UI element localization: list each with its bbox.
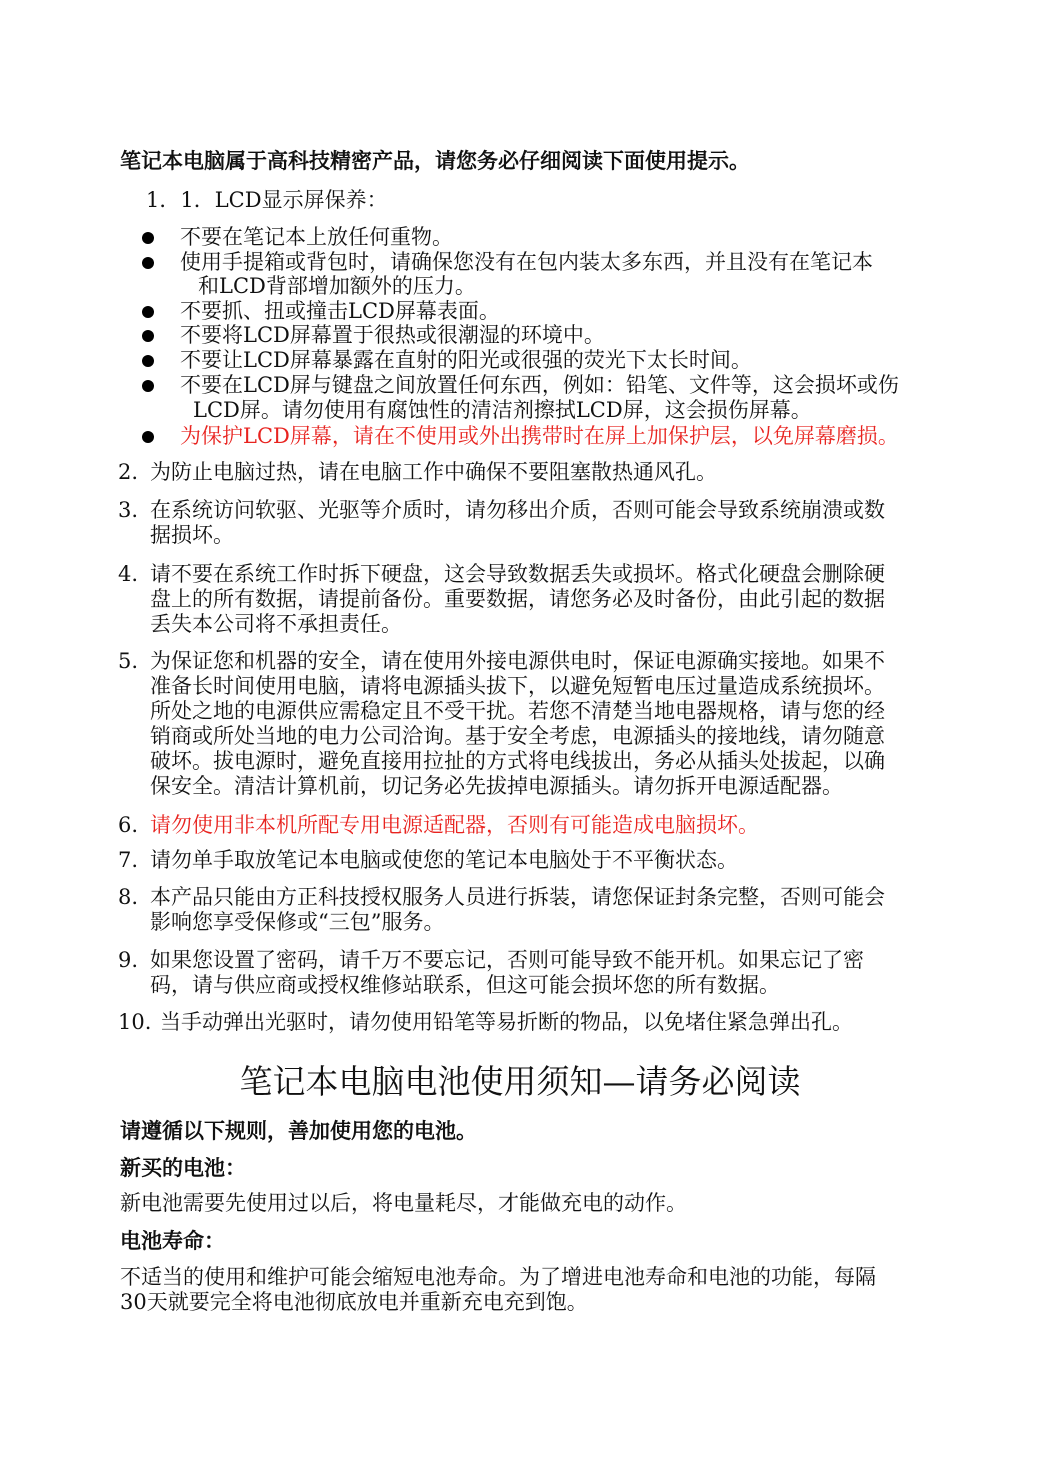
- section-title-lcd: 1．1．LCD显示屏保养：: [146, 188, 388, 212]
- item-text: 所处之地的电源供应需稳定且不受干扰。若您不清楚当地电器规格，请与您的经: [150, 699, 885, 723]
- item-text: 为保证您和机器的安全，请在使用外接电源供电时，保证电源确实接地。如果不: [150, 649, 885, 673]
- item-number: 4.: [118, 562, 139, 586]
- bullet-text: 不要在LCD屏与键盘之间放置任何东西，例如：铅笔、文件等，这会损坏或伤: [180, 373, 899, 397]
- item-text: 在系统访问软驱、光驱等介质时，请勿移出介质，否则可能会导致系统崩溃或数: [150, 498, 885, 522]
- item-text: 请勿使用非本机所配专用电源适配器，否则有可能造成电脑损坏。: [150, 813, 759, 837]
- item-text: 准备长时间使用电脑，请将电源插头拔下，以避免短暂电压过量造成系统损坏。: [150, 674, 885, 698]
- item-number: 7.: [118, 848, 139, 872]
- item-text: 本产品只能由方正科技授权服务人员进行拆装，请您保证封条完整，否则可能会: [150, 885, 885, 909]
- bullet-icon: [142, 232, 154, 244]
- bullet-icon: [142, 306, 154, 318]
- item-text: 为防止电脑过热，请在电脑工作中确保不要阻塞散热通风孔。: [150, 460, 717, 484]
- bullet-text: 使用手提箱或背包时，请确保您没有在包内装太多东西，并且没有在笔记本: [180, 250, 873, 274]
- item-number: 3.: [118, 498, 139, 522]
- bullet-icon: [142, 355, 154, 367]
- battery-life-text-1: 不适当的使用和维护可能会缩短电池寿命。为了增进电池寿命和电池的功能，每隔: [120, 1265, 876, 1289]
- bullet-icon: [142, 257, 154, 269]
- item-text: 据损坏。: [150, 523, 234, 547]
- battery-rule: 请遵循以下规则，善加使用您的电池。: [120, 1118, 477, 1143]
- item-number: 9.: [118, 948, 139, 972]
- item-number: 8.: [118, 885, 139, 909]
- bullet-text: 为保护LCD屏幕，请在不使用或外出携带时在屏上加保护层，以免屏幕磨损。: [180, 424, 899, 448]
- battery-life-title: 电池寿命：: [120, 1228, 225, 1253]
- item-text: 码，请与供应商或授权维修站联系，但这可能会损坏您的所有数据。: [150, 973, 780, 997]
- bullet-text: 和LCD背部增加额外的压力。: [198, 274, 476, 298]
- bullet-icon: [142, 330, 154, 342]
- intro-text: 笔记本电脑属于高科技精密产品，请您务必仔细阅读下面使用提示。: [120, 148, 750, 173]
- new-battery-title: 新买的电池：: [120, 1155, 246, 1180]
- item-text: 保安全。清洁计算机前，切记务必先拔掉电源插头。请勿拆开电源适配器。: [150, 774, 843, 798]
- new-battery-text: 新电池需要先使用过以后，将电量耗尽，才能做充电的动作。: [120, 1191, 687, 1215]
- item-text: 当手动弹出光驱时，请勿使用铅笔等易折断的物品，以免堵住紧急弹出孔。: [160, 1010, 853, 1034]
- item-text: 请勿单手取放笔记本电脑或使您的笔记本电脑处于不平衡状态。: [150, 848, 738, 872]
- battery-heading: 笔记本电脑电池使用须知—请务必阅读: [239, 1062, 801, 1101]
- item-text: 销商或所处当地的电力公司洽询。基于安全考虑，电源插头的接地线，请勿随意: [150, 724, 885, 748]
- item-text: 破坏。拔电源时，避免直接用拉扯的方式将电线拔出，务必从插头处拔起，以确: [150, 749, 885, 773]
- item-number: 6.: [118, 813, 139, 837]
- bullet-text: 不要让LCD屏幕暴露在直射的阳光或很强的荧光下太长时间。: [180, 348, 752, 372]
- item-text: 丢失本公司将不承担责任。: [150, 612, 402, 636]
- bullet-text: 不要将LCD屏幕置于很热或很潮湿的环境中。: [180, 323, 605, 347]
- item-text: 影响您享受保修或“三包”服务。: [150, 910, 445, 934]
- bullet-text: 不要在笔记本上放任何重物。: [180, 225, 453, 249]
- item-text: 如果您设置了密码，请千万不要忘记，否则可能导致不能开机。如果忘记了密: [150, 948, 864, 972]
- battery-life-text-2: 30天就要完全将电池彻底放电并重新充电充到饱。: [120, 1290, 588, 1314]
- item-text: 请不要在系统工作时拆下硬盘，这会导致数据丢失或损坏。格式化硬盘会删除硬: [150, 562, 885, 586]
- item-number: 10.: [118, 1010, 152, 1034]
- bullet-icon: [142, 380, 154, 392]
- item-number: 5.: [118, 649, 139, 673]
- item-text: 盘上的所有数据，请提前备份。重要数据，请您务必及时备份，由此引起的数据: [150, 587, 885, 611]
- bullet-text: LCD屏。请勿使用有腐蚀性的清洁剂擦拭LCD屏，这会损伤屏幕。: [193, 398, 812, 422]
- bullet-text: 不要抓、扭或撞击LCD屏幕表面。: [180, 299, 500, 323]
- item-number: 2.: [118, 460, 139, 484]
- bullet-icon: [142, 431, 154, 443]
